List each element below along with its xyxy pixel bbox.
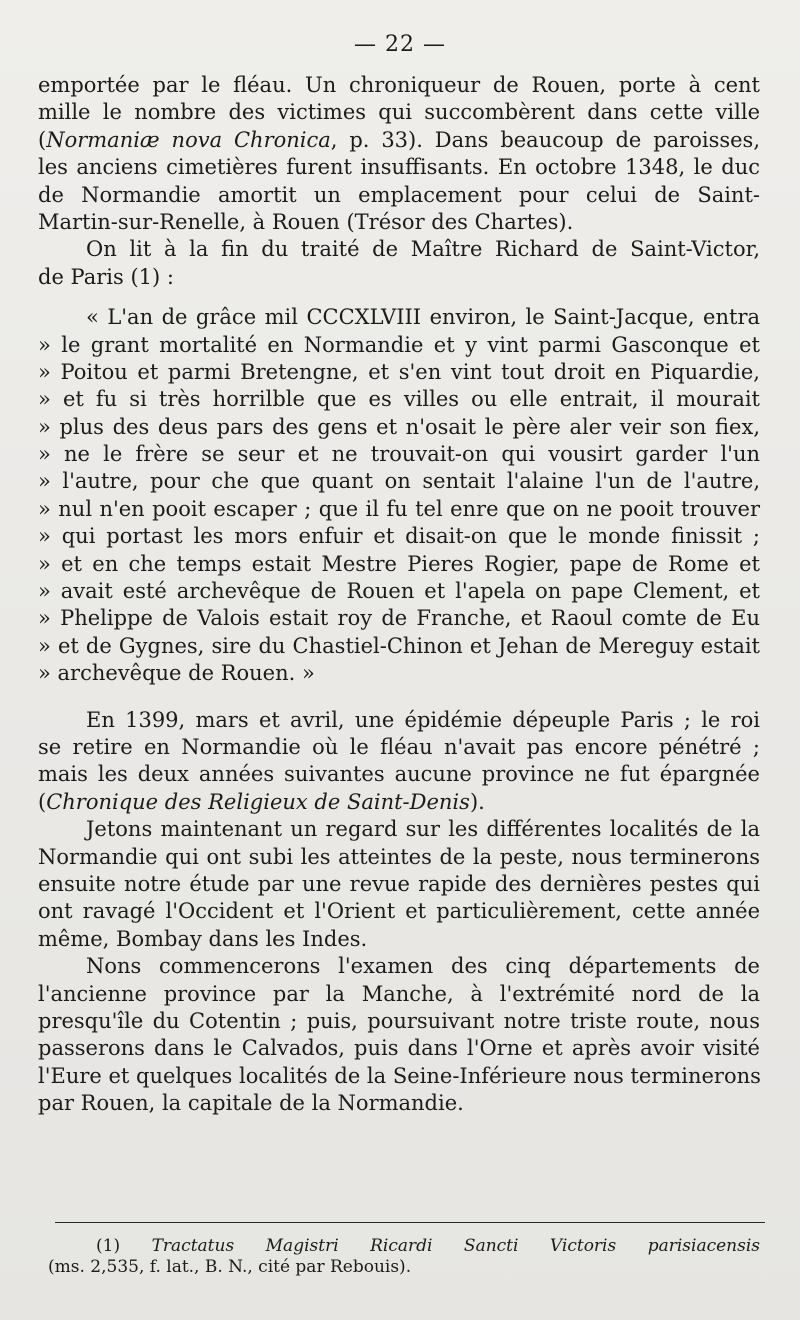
- text-line: de Normandie amortit un emplacement pour celui de Saint-: [38, 182, 760, 207]
- text-line: Martin-sur-Renelle, à Rouen (Trésor des Chartes).: [38, 209, 574, 234]
- text-line: mais les deux années suivantes aucune province ne fut épargnée: [38, 762, 760, 787]
- text-line: l'ancienne province par la Manche, à l'extrémité nord de la: [38, 981, 760, 1006]
- text-line: On lit à la fin du traité de Maître Richard de Saint-Victor,: [86, 237, 760, 262]
- quote-line: » nul n'en pooit escaper ; que il fu tel enre que on ne pooit trouver: [38, 496, 760, 521]
- quote-line: » archevêque de Rouen. »: [38, 661, 315, 686]
- body-text: [38, 72, 760, 1117]
- quote-line: » et fu si très horrilble que es villes ou elle entrait, il mourait: [38, 387, 760, 412]
- quote-line: » Phelippe de Valois estait roy de Franche, et Raoul comte de Eu: [38, 606, 760, 631]
- text-line: Nons commencerons l'examen des cinq départements de: [86, 954, 760, 979]
- quotation: [38, 304, 760, 687]
- text-fragment: , p. 33). Dans beaucoup de paroisses,: [330, 127, 761, 152]
- text-line: [38, 127, 760, 154]
- italic-title: Normaniæ nova Chronica: [46, 127, 331, 152]
- text-line: ensuite notre étude par une revue rapide des dernières pestes qui: [38, 871, 760, 896]
- footnote-line: (ms. 2,535, f. lat., B. N., cité par Rebouis).: [48, 1257, 412, 1277]
- quote-line: » plus des deus pars des gens et n'osait le père aler veir son fiex,: [38, 414, 760, 439]
- text-line: En 1399, mars et avril, une épidémie dépeuple Paris ; le roi: [86, 707, 760, 732]
- quote-line: » ne le frère se seur et ne trouvait-on qui vousirt garder l'un: [38, 442, 760, 467]
- text-line: emportée par le fléau. Un chroniqueur de Rouen, porte à cent: [38, 73, 760, 97]
- paragraph: [38, 953, 760, 1117]
- text-line: l'Eure et quelques localités de la Seine-Inférieure nous terminerons: [38, 1063, 761, 1088]
- spacer: [38, 291, 760, 304]
- quote-line: « L'an de grâce mil CCCXLVIII environ, le Saint-Jacque, entra: [86, 305, 760, 330]
- paragraph: [38, 707, 760, 817]
- quote-line: » l'autre, pour che que quant on sentait l'alaine l'un de l'autre,: [38, 469, 760, 494]
- text-fragment: (: [38, 789, 47, 814]
- footnote-marker: (1): [96, 1236, 121, 1256]
- quote-line: » avait esté archevêque de Rouen et l'apela on pape Clement, et: [38, 579, 760, 604]
- footnote-line: [48, 1236, 760, 1257]
- text-fragment: (: [38, 127, 47, 152]
- quote-line: » Poitou et parmi Bretengne, et s'en vint tout droit en Piquardie,: [38, 359, 760, 384]
- paragraph: [38, 236, 760, 291]
- footnote: [48, 1236, 760, 1278]
- text-line: mille le nombre des victimes qui succombèrent dans cette ville: [38, 100, 760, 125]
- italic-title: Chronique des Religieux de Saint-Denis: [46, 789, 470, 814]
- text-line: ont ravagé l'Occident et l'Orient et particulièrement, cette année: [38, 899, 760, 924]
- quote-line: » qui portast les mors enfuir et disait-on que le monde finissit ;: [38, 524, 760, 549]
- spacer: [38, 688, 760, 707]
- text-line: se retire en Normandie où le fléau n'avait pas encore pénétré ;: [38, 734, 760, 759]
- text-line: [38, 789, 760, 816]
- text-line: même, Bombay dans les Indes.: [38, 926, 368, 951]
- page-number: — 22 —: [354, 32, 446, 57]
- paragraph: [38, 72, 760, 236]
- text-line: par Rouen, la capitale de la Normandie.: [38, 1091, 464, 1116]
- footnote-title: Tractatus Magistri Ricardi Sancti Victoris parisiacensis: [151, 1236, 760, 1256]
- paragraph: [38, 816, 760, 953]
- footnote-divider: [55, 1222, 765, 1223]
- text-line: les anciens cimetières furent insuffisants. En octobre 1348, le duc: [38, 155, 760, 180]
- quote-line: » et en che temps estait Mestre Pieres Rogier, pape de Rome et: [38, 551, 760, 576]
- quote-line: » et de Gygnes, sire du Chastiel-Chinon et Jehan de Mereguy estait: [38, 633, 760, 658]
- text-line: presqu'île du Cotentin ; puis, poursuivant notre triste route, nous: [38, 1008, 760, 1033]
- text-fragment: ).: [469, 789, 485, 814]
- quote-line: » le grant mortalité en Normandie et y vint parmi Gasconque et: [38, 332, 760, 357]
- text-line: Jetons maintenant un regard sur les différentes localités de la: [86, 817, 760, 842]
- text-line: de Paris (1) :: [38, 264, 174, 289]
- text-line: Normandie qui ont subi les atteintes de la peste, nous terminerons: [38, 844, 760, 869]
- text-line: passerons dans le Calvados, puis dans l'Orne et après avoir visité: [38, 1036, 760, 1061]
